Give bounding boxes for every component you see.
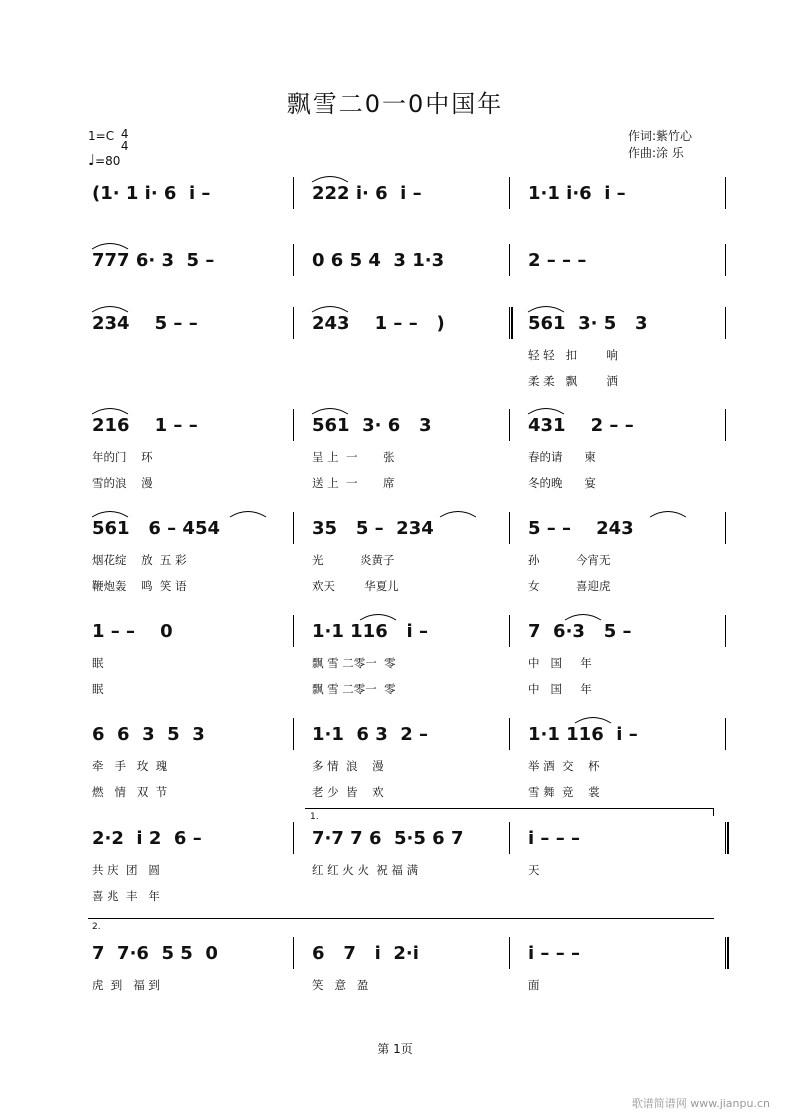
measure-notes: 1·1 116 i – [312, 621, 428, 642]
quarter-note-icon: ♩ [88, 151, 96, 169]
slur-arcs [0, 403, 790, 415]
lyric-line-1: 呈 上 一 张 [312, 450, 395, 464]
lyric-line-1: 眠 [92, 656, 104, 670]
volta-1-label: 1. [310, 812, 319, 822]
measure-notes: 7 6·3 5 – [528, 621, 632, 642]
lyric-line-2: 女 喜迎虎 [528, 579, 611, 593]
lyric-line-1: 中 国 年 [528, 656, 592, 670]
time-signature [121, 128, 129, 152]
measure-notes: 1·1 i·6 i – [528, 183, 626, 204]
lyric-line-1: 虎 到 福 到 [92, 978, 160, 992]
measure-notes: 561 6 – 454 [92, 518, 221, 539]
lyric-line-1: 举 酒 交 杯 [528, 759, 600, 773]
repeat-start-barline [511, 307, 513, 339]
measure-notes: 6 7 i 2·i [312, 943, 419, 964]
measure-notes: 1·1 6 3 2 – [312, 724, 429, 745]
key-label: 1=C [88, 129, 115, 143]
measure-notes: 222 i· 6 i – [312, 183, 422, 204]
lyric-line-1: 飘 雪 二零一 零 [312, 656, 396, 670]
measure-notes: 777 6· 3 5 – [92, 250, 215, 271]
lyric-line-2: 中 国 年 [528, 682, 592, 696]
lyric-line-1: 面 [528, 978, 540, 992]
composer: 作曲:涂 乐 [628, 146, 684, 160]
lyric-line-1: 共 庆 团 圆 [92, 863, 160, 877]
lyric-line-1: 天 [528, 863, 540, 877]
lyric-line-2: 老 少 皆 欢 [312, 785, 384, 799]
repeat-end-barline [727, 822, 729, 854]
lyric-line-1: 多 情 浪 漫 [312, 759, 384, 773]
lyric-line-1: 孙 今宵无 [528, 553, 611, 567]
time-sig-top: 4 [120, 127, 129, 141]
measure-notes: 234 5 – – [92, 313, 198, 334]
measure-notes: 35 5 – 234 [312, 518, 434, 539]
slur-arcs [0, 816, 790, 828]
page-number: 第 1页 [377, 1042, 413, 1056]
key-signature [88, 128, 129, 170]
measure-notes: 2 – – – [528, 250, 587, 271]
slur-arcs [0, 171, 790, 183]
measure-notes: i – – – [528, 943, 580, 964]
volta-2-label: 2. [92, 922, 101, 932]
measure-notes: 431 2 – – [528, 415, 634, 436]
lyric-line-2: 欢天 华夏儿 [312, 579, 399, 593]
measure-notes: 561 3· 5 3 [528, 313, 648, 334]
measure-notes: 216 1 – – [92, 415, 198, 436]
volta-1-bracket [305, 808, 714, 809]
lyricist: 作词:紫竹心 [628, 129, 693, 143]
volta-2-bracket [88, 918, 714, 919]
measure-notes: 561 3· 6 3 [312, 415, 432, 436]
lyric-line-1: 年的门 环 [92, 450, 153, 464]
credits [628, 128, 692, 162]
tempo-marking [88, 152, 129, 170]
tempo-value: =80 [95, 154, 121, 168]
slur-arcs [0, 931, 790, 943]
time-sig-bottom: 4 [120, 139, 129, 153]
slur-arcs [0, 301, 790, 313]
lyric-line-1: 牵 手 玫 瑰 [92, 759, 168, 773]
measure-notes: 2·2 i 2 6 – [92, 828, 202, 849]
measure-notes: 7·7 7 6 5·5 6 7 [312, 828, 464, 849]
slur-arcs [0, 238, 790, 250]
lyric-line-2: 眠 [92, 682, 104, 696]
slur-arcs [0, 712, 790, 724]
measure-notes: 5 – – 243 [528, 518, 634, 539]
measure-notes: 243 1 – – ) [312, 313, 445, 334]
lyric-line-2: 喜 兆 丰 年 [92, 889, 160, 903]
measure-notes: 0 6 5 4 3 1·3 [312, 250, 445, 271]
lyric-line-2: 燃 情 双 节 [92, 785, 168, 799]
measure-notes: 7 7·6 5 5 0 [92, 943, 218, 964]
measure-notes: 6 6 3 5 3 [92, 724, 205, 745]
lyric-line-1: 烟花绽 放 五 彩 [92, 553, 187, 567]
lyric-line-1: 红 红 火 火 祝 福 满 [312, 863, 419, 877]
lyric-line-2: 雪的浪 漫 [92, 476, 153, 490]
song-title: 飘雪二0一0中国年 [286, 90, 504, 118]
lyric-line-1: 轻 轻 扣 响 [528, 348, 618, 362]
lyric-line-1: 笑 意 盈 [312, 978, 369, 992]
final-barline [727, 937, 729, 969]
lyric-line-2: 雪 舞 竞 裳 [528, 785, 600, 799]
lyric-line-1: 光 炎黄子 [312, 553, 395, 567]
slur-arcs [0, 506, 790, 518]
lyric-line-2: 送 上 一 席 [312, 476, 395, 490]
lyric-line-1: 春的请 柬 [528, 450, 596, 464]
lyric-line-2: 鞭炮轰 鸣 笑 语 [92, 579, 187, 593]
volta-1-end [713, 808, 714, 816]
measure-notes: 1 – – 0 [92, 621, 173, 642]
watermark: 歌谱简谱网 www.jianpu.cn [631, 1097, 770, 1110]
lyric-line-2: 飘 雪 二零一 零 [312, 682, 396, 696]
measure-notes: (1· 1 i· 6 i – [92, 183, 211, 204]
lyric-line-2: 柔 柔 飘 洒 [528, 374, 618, 388]
measure-notes: i – – – [528, 828, 580, 849]
measure-notes: 1·1 116 i – [528, 724, 638, 745]
lyric-line-2: 冬的晚 宴 [528, 476, 596, 490]
slur-arcs [0, 609, 790, 621]
